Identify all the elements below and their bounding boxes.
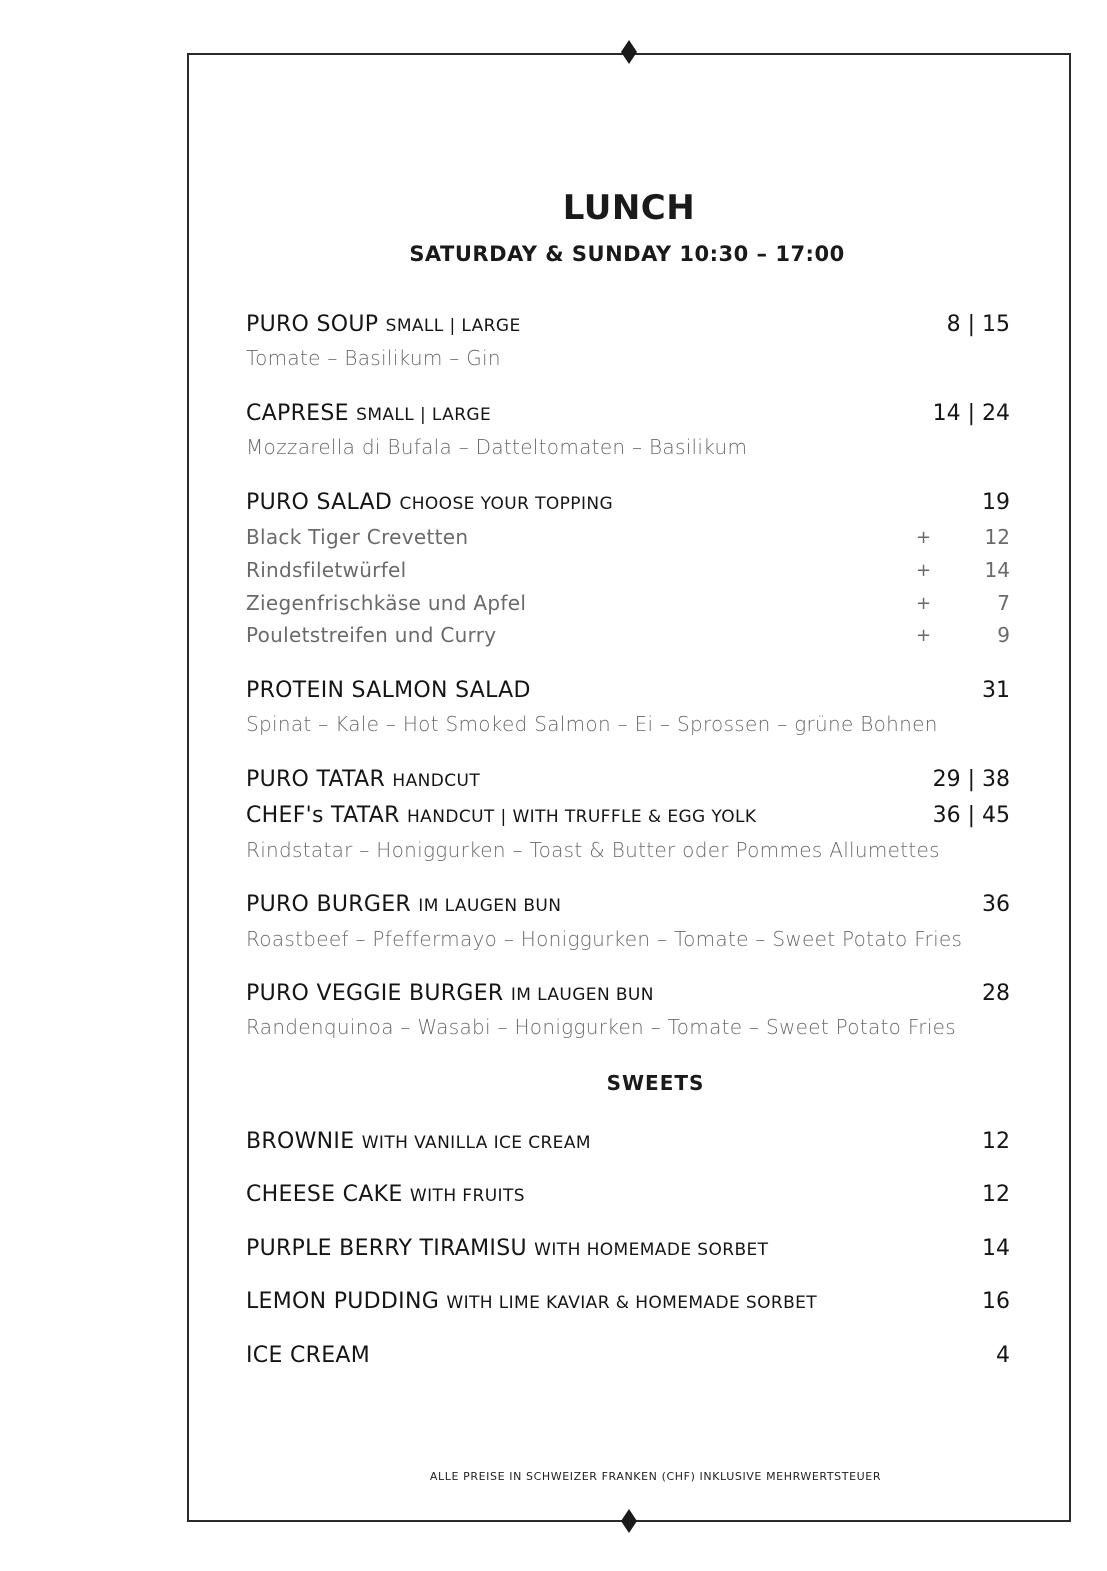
menu-item-name: PURO VEGGIE BURGER IM LAUGEN BUN	[246, 981, 654, 1006]
menu-item-price: 31	[982, 678, 1010, 703]
topping-plus: +	[916, 625, 932, 646]
sweet-item-price: 12	[982, 1182, 1010, 1207]
sweet-item-price: 14	[982, 1236, 1010, 1261]
topping-label: Rindsfiletwürfel	[246, 558, 407, 582]
opening-hours: SATURDAY & SUNDAY 10:30 – 17:00	[409, 242, 845, 266]
menu-item-price: 28	[982, 981, 1010, 1006]
sweet-item-price: 16	[982, 1289, 1010, 1314]
topping-price: 7	[997, 591, 1010, 615]
section-heading-sweets: SWEETS	[606, 1071, 705, 1095]
menu-item-name: CHEF's TATAR HANDCUT | WITH TRUFFLE & EGG YOLK	[246, 803, 757, 828]
price-note-footer: ALLE PREISE IN SCHWEIZER FRANKEN (CHF) INKLUSIVE MEHRWERTSTEUER	[429, 1470, 882, 1483]
menu-item-extra: CHOOSE YOUR TOPPING	[399, 494, 614, 514]
menu-item-extra: SMALL | LARGE	[385, 316, 521, 336]
menu-item-price: 14 | 24	[932, 401, 1010, 426]
menu-item-price: 29 | 38	[932, 767, 1010, 792]
menu-item-description: Mozzarella di Bufala – Datteltomaten – Basilikum	[246, 435, 748, 459]
menu-item-name: PURO BURGER IM LAUGEN BUN	[246, 892, 562, 917]
sweet-item-price: 12	[982, 1129, 1010, 1154]
menu-item-description: Spinat – Kale – Hot Smoked Salmon – Ei – Sprossen – grüne Bohnen	[246, 712, 938, 736]
topping-price: 12	[984, 525, 1010, 549]
menu-item-description: Roastbeef – Pfeffermayo – Honiggurken – Tomate – Sweet Potato Fries	[246, 927, 963, 951]
menu-item-price: 36 | 45	[932, 803, 1010, 828]
menu-item-name: PURO SOUP SMALL | LARGE	[246, 312, 521, 337]
topping-price: 9	[997, 623, 1010, 647]
sweet-item-extra: WITH LIME KAVIAR & HOMEMADE SORBET	[446, 1293, 818, 1313]
topping-label: Ziegenfrischkäse und Apfel	[246, 591, 527, 615]
topping-price: 14	[984, 558, 1010, 582]
menu-item-extra: IM LAUGEN BUN	[418, 896, 562, 916]
menu-item-extra: HANDCUT | WITH TRUFFLE & EGG YOLK	[407, 807, 757, 827]
sweet-item-extra: WITH VANILLA ICE CREAM	[361, 1133, 591, 1153]
menu-item-name: PURO TATAR HANDCUT	[246, 767, 481, 792]
sweet-item-extra: WITH FRUITS	[409, 1186, 525, 1206]
topping-label: Black Tiger Crevetten	[246, 525, 469, 549]
menu-item-extra: HANDCUT	[392, 771, 481, 791]
menu-item-price: 19	[982, 490, 1010, 515]
menu-item-description: Randenquinoa – Wasabi – Honiggurken – Tomate – Sweet Potato Fries	[246, 1015, 956, 1039]
sweet-item-name: PURPLE BERRY TIRAMISU WITH HOMEMADE SORBET	[246, 1236, 769, 1261]
sweet-item-name: LEMON PUDDING WITH LIME KAVIAR & HOMEMADE SORBET	[246, 1289, 818, 1314]
menu-item-name: PROTEIN SALMON SALAD	[246, 678, 531, 703]
menu-item-description: Rindstatar – Honiggurken – Toast & Butter oder Pommes Allumettes	[246, 838, 940, 862]
menu-item-extra: SMALL | LARGE	[356, 405, 492, 425]
topping-plus: +	[916, 560, 932, 581]
topping-plus: +	[916, 527, 932, 548]
menu-item-description: Tomate – Basilikum – Gin	[246, 346, 501, 370]
menu-item-price: 8 | 15	[946, 312, 1010, 337]
sweet-item-name: CHEESE CAKE WITH FRUITS	[246, 1182, 525, 1207]
topping-plus: +	[916, 593, 932, 614]
sweet-item-price: 4	[996, 1343, 1010, 1368]
sweet-item-extra: WITH HOMEMADE SORBET	[534, 1240, 769, 1260]
topping-label: Pouletstreifen und Curry	[246, 623, 497, 647]
menu-item-name: PURO SALAD CHOOSE YOUR TOPPING	[246, 490, 614, 515]
menu-item-name: CAPRESE SMALL | LARGE	[246, 401, 492, 426]
page-title: LUNCH	[562, 188, 696, 228]
menu-item-extra: IM LAUGEN BUN	[510, 985, 654, 1005]
menu-item-price: 36	[982, 892, 1010, 917]
sweet-item-name: BROWNIE WITH VANILLA ICE CREAM	[246, 1129, 591, 1154]
sweet-item-name: ICE CREAM	[246, 1343, 371, 1368]
